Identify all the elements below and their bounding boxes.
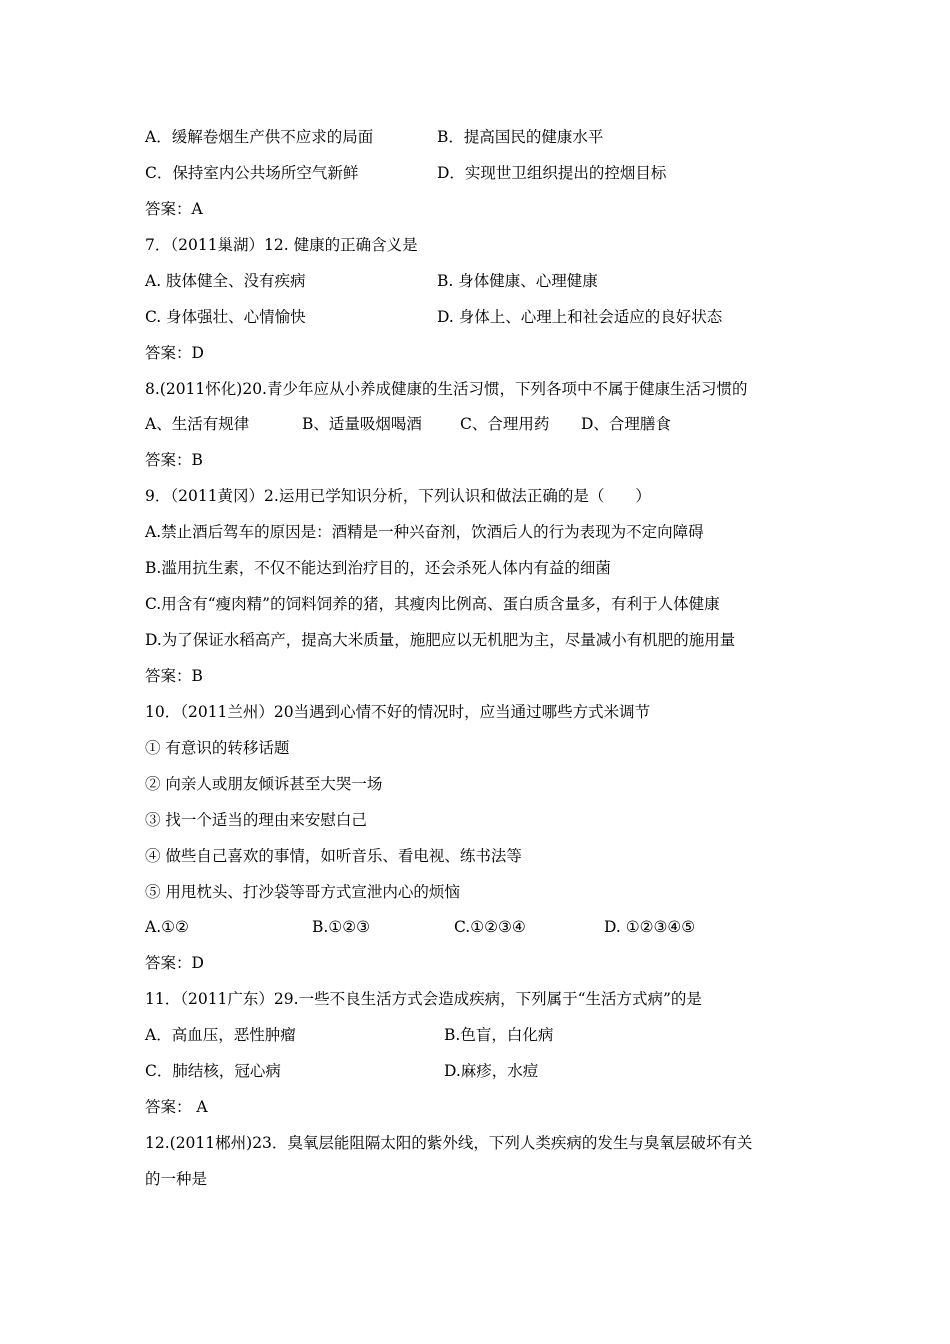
q11-option-c: C．肺结核，冠心病 bbox=[145, 1062, 281, 1080]
q9-answer: 答案：B bbox=[145, 667, 203, 685]
q10-item-5: ⑤ 用甩枕头、打沙袋等哥方式宣泄内心的烦恼 bbox=[145, 883, 460, 901]
q10-option-c: C.①②③④ bbox=[454, 918, 526, 936]
q9-option-c: C.用含有“瘦肉精”的饲料饲养的猪，其瘦肉比例高、蛋白质含量多，有利于人体健康 bbox=[145, 595, 720, 613]
q9-option-b: B.滥用抗生素，不仅不能达到治疗目的，还会杀死人体内有益的细菌 bbox=[145, 559, 611, 577]
q6-option-c: C．保持室内公共场所空气新鲜 bbox=[145, 164, 359, 182]
q10-item-4: ④ 做些自己喜欢的事情，如听音乐、看电视、练书法等 bbox=[145, 847, 522, 865]
q10-answer: 答案：D bbox=[145, 954, 204, 972]
q12-stem-line-2: 的一种是 bbox=[145, 1170, 208, 1188]
q10-item-3: ③ 找一个适当的理由来安慰白己 bbox=[145, 811, 367, 829]
q8-answer: 答案：B bbox=[145, 451, 203, 469]
q11-option-a: A．高血压，恶性肿瘤 bbox=[145, 1026, 296, 1044]
q9-stem: 9．（2011黄冈）2.运用已学知识分析，下列认识和做法正确的是（ ） bbox=[145, 487, 651, 505]
q8-option-b: B、适量吸烟喝酒 bbox=[302, 415, 422, 433]
q7-option-d: D. 身体上、心理上和社会适应的良好状态 bbox=[437, 308, 723, 326]
q8-stem: 8.(2011怀化)20.青少年应从小养成健康的生活习惯，下列各项中不属于健康生活习惯的 bbox=[145, 380, 748, 398]
q9-option-d: D.为了保证水稻高产，提高大米质量，施肥应以无机肥为主，尽量减小有机肥的施用量 bbox=[145, 631, 736, 649]
q12-stem-line-1: 12.(2011郴州)23．臭氧层能阻隔太阳的紫外线，下列人类疾病的发生与臭氧层破坏有关 bbox=[145, 1134, 753, 1152]
q11-option-b: B.色盲，白化病 bbox=[444, 1026, 554, 1044]
q10-item-1: ① 有意识的转移话题 bbox=[145, 739, 290, 757]
q11-answer: 答案： A bbox=[145, 1098, 208, 1116]
q7-option-b: B. 身体健康、心理健康 bbox=[437, 272, 598, 290]
q8-option-c: C、合理用药 bbox=[460, 415, 550, 433]
q6-answer: 答案：A bbox=[145, 200, 203, 218]
q7-option-c: C. 身体强壮、心情愉快 bbox=[145, 308, 306, 326]
q6-option-a: A．缓解卷烟生产供不应求的局面 bbox=[145, 128, 374, 146]
q9-option-a: A.禁止酒后驾车的原因是：酒精是一种兴奋剂，饮酒后人的行为表现为不定向障碍 bbox=[145, 523, 704, 541]
q11-option-d: D.麻疹，水痘 bbox=[444, 1062, 539, 1080]
q8-option-a: A、生活有规律 bbox=[145, 415, 250, 433]
q10-option-a: A.①② bbox=[145, 918, 189, 936]
q6-option-d: D．实现世卫组织提出的控烟目标 bbox=[437, 164, 667, 182]
q7-option-a: A. 肢体健全、没有疾病 bbox=[145, 272, 306, 290]
q10-option-b: B.①②③ bbox=[312, 918, 371, 936]
q10-item-2: ② 向亲人或朋友倾诉甚至大哭一场 bbox=[145, 775, 383, 793]
q10-stem: 10．（2011兰州）20当遇到心情不好的情况时，应当通过哪些方式米调节 bbox=[145, 703, 651, 721]
q6-option-b: B．提高国民的健康水平 bbox=[437, 128, 604, 146]
q10-option-d: D. ①②③④⑤ bbox=[604, 918, 696, 936]
q8-option-d: D、合理膳食 bbox=[581, 415, 671, 433]
q11-stem: 11．（2011广东）29.一些不良生活方式会造成疾病，下列属于“生活方式病”的是 bbox=[145, 990, 702, 1008]
q7-answer: 答案：D bbox=[145, 344, 204, 362]
q7-stem: 7．（2011巢湖）12. 健康的正确含义是 bbox=[145, 236, 418, 254]
